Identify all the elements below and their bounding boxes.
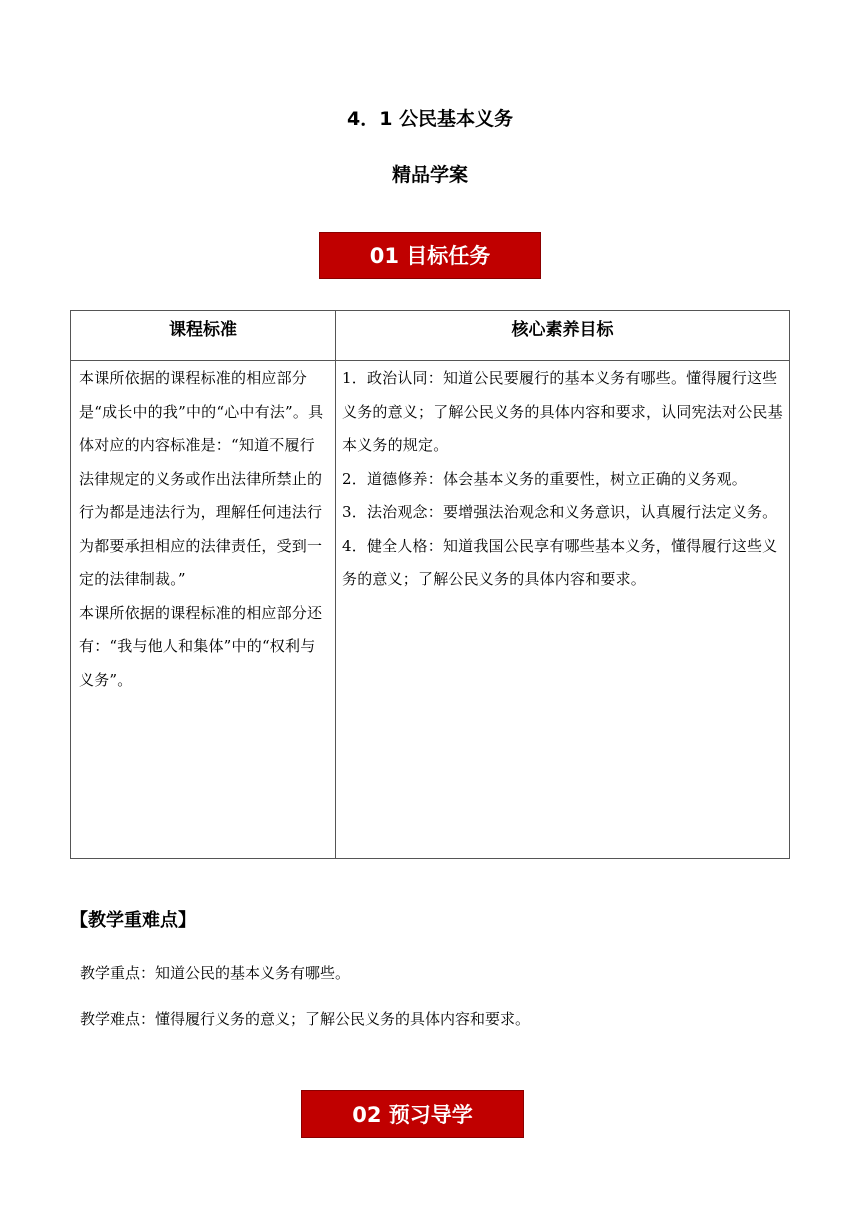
section-banner-objectives: 01 目标任务 <box>319 232 541 279</box>
document-title: 4．1 公民基本义务 <box>346 108 514 130</box>
teaching-difficult-point: 教学难点：懂得履行义务的意义；了解公民义务的具体内容和要求。 <box>80 1010 531 1028</box>
goal-item: 1．政治认同：知道公民要履行的基本义务有哪些。懂得履行这些义务的意义；了解公民义务的具体内容和要求，认同宪法对公民基本义务的规定。 <box>342 369 783 454</box>
goal-item: 3．法治观念：要增强法治观念和义务意识，认真履行法定义务。 <box>342 503 778 521</box>
table-row <box>71 361 790 859</box>
table-header-row <box>71 311 790 361</box>
document-subtitle: 精品学案 <box>391 164 468 186</box>
curriculum-standard-paragraph: 本课所依据的课程标准的相应部分是“成长中的我”中的“心中有法”。具体对应的内容标准是：“知道不履行法律规定的义务或作出法律所禁止的行为都是违法行为，理解任何违法行为都要承担相应的法律责任，受到一定的法律制裁。” <box>79 369 324 588</box>
curriculum-standard-paragraph: 本课所依据的课程标准的相应部分还有：“我与他人和集体”中的“权利与义务”。 <box>79 603 323 689</box>
header-core-literacy-goals: 核心素养目标 <box>336 311 790 361</box>
core-literacy-goals-cell <box>336 361 790 859</box>
goal-item: 2．道德修养：体会基本义务的重要性，树立正确的义务观。 <box>342 469 747 488</box>
header-curriculum-standard: 课程标准 <box>71 311 336 361</box>
teaching-key-point: 教学重点：知道公民的基本义务有哪些。 <box>80 964 351 982</box>
goal-item: 4．健全人格：知道我国公民享有哪些基本义务，懂得履行这些义务的意义；了解公民义务的具体内容和要求。 <box>342 536 778 588</box>
teaching-focus-heading: 【教学重难点】 <box>70 910 196 931</box>
section-banner-preview: 02 预习导学 <box>301 1090 524 1138</box>
objectives-table <box>70 310 790 859</box>
curriculum-standard-cell <box>71 361 336 859</box>
